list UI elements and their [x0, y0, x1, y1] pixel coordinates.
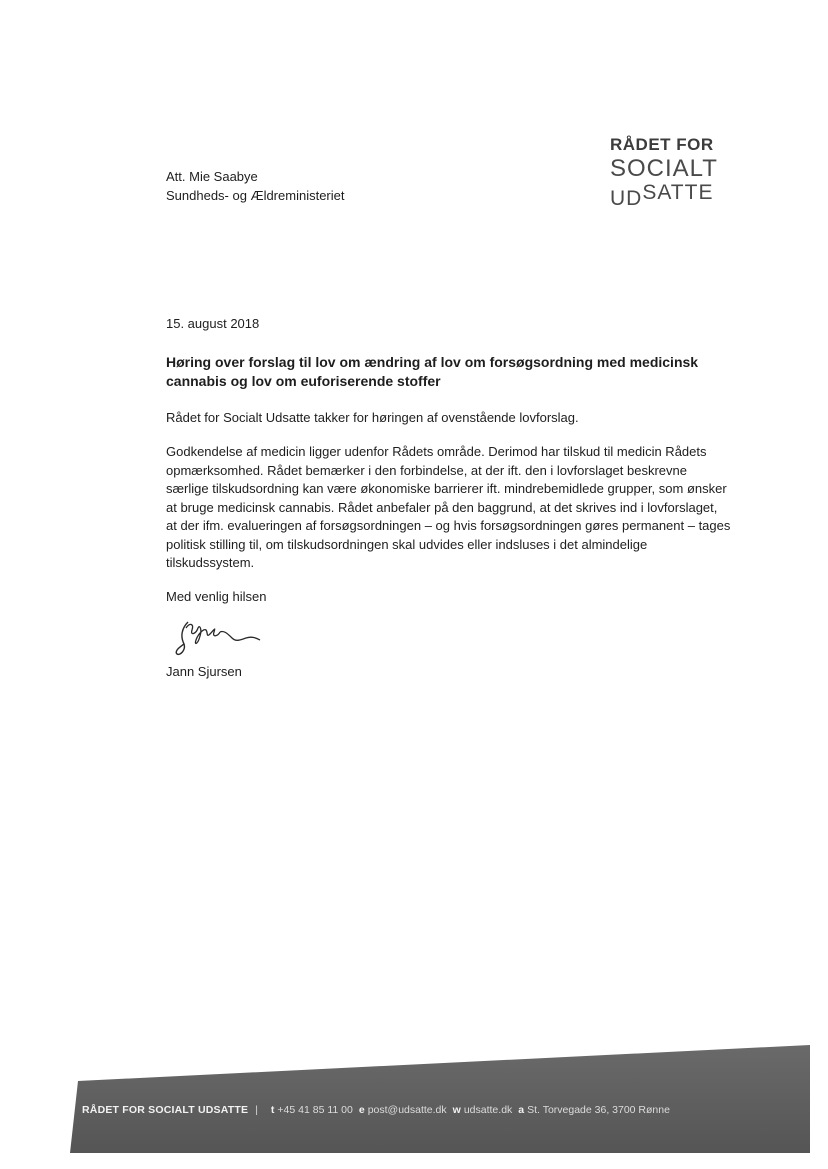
signer-name: Jann Sjursen: [166, 664, 242, 679]
footer-org-name: RÅDET FOR SOCIALT UDSATTE: [82, 1104, 249, 1116]
footer-web: udsatte.dk: [463, 1104, 513, 1116]
footer-address-label: a: [518, 1104, 525, 1116]
logo-line-3: [610, 182, 730, 210]
body-paragraph-1: Rådet for Socialt Udsatte takker for høringen af ovenstående lovforslag.: [166, 410, 579, 425]
footer-phone: +45 41 85 11 00: [277, 1104, 353, 1116]
recipient-block: [166, 167, 344, 205]
logo-line-2: SOCIALT: [610, 155, 718, 182]
footer-email-label: e: [358, 1104, 365, 1116]
footer-separator: |: [255, 1104, 258, 1116]
footer-phone-label: t: [270, 1104, 275, 1116]
footer-contact-line: [82, 1104, 802, 1116]
handwritten-signature: [174, 614, 264, 660]
organization-logo: [610, 134, 730, 210]
footer-email: post@udsatte.dk: [367, 1104, 447, 1116]
footer-background: [70, 1045, 810, 1153]
letter-subject: Høring over forslag til lov om ændring af lov om forsøgsordning med medicinsk cannabis og lov om euforiserende stoffer: [166, 354, 699, 389]
footer-web-label: w: [452, 1104, 461, 1116]
letter-date: 15. august 2018: [166, 316, 260, 331]
closing-greeting: Med venlig hilsen: [166, 589, 267, 604]
logo-ud: UD: [610, 187, 643, 210]
recipient-att: Att. Mie Saabye: [166, 169, 258, 184]
recipient-ministry: Sundheds- og Ældreministeriet: [166, 188, 345, 203]
footer-address: St. Torvegade 36, 3700 Rønne: [527, 1104, 670, 1116]
body-paragraph-2: Godkendelse af medicin ligger udenfor Rådets område. Derimod har tilskud til medicin Rådets opmærksomhed. Rådet bemærker i den forbindelse, at der ift. den i lovforslaget beskrevne særlige tilskudsordning kan være økonomiske barrierer ift. mindrebemidlede grupper, som ønsker at bruge medicinsk cannabis. Rådet anbefaler på den baggrund, at det skrives ind i lovforslaget, at der ifm. evalueringen af forsøgsordningen – og hvis forsøgsordningen gøres permanent – tages politisk stilling til, om tilskudsordningen skal udvides eller indsluses i det almindelige tilskudssystem.: [166, 444, 731, 570]
footer-band: [70, 1045, 810, 1153]
logo-line-1: RÅDET FOR: [610, 135, 714, 154]
logo-satte: SATTE: [642, 181, 714, 204]
